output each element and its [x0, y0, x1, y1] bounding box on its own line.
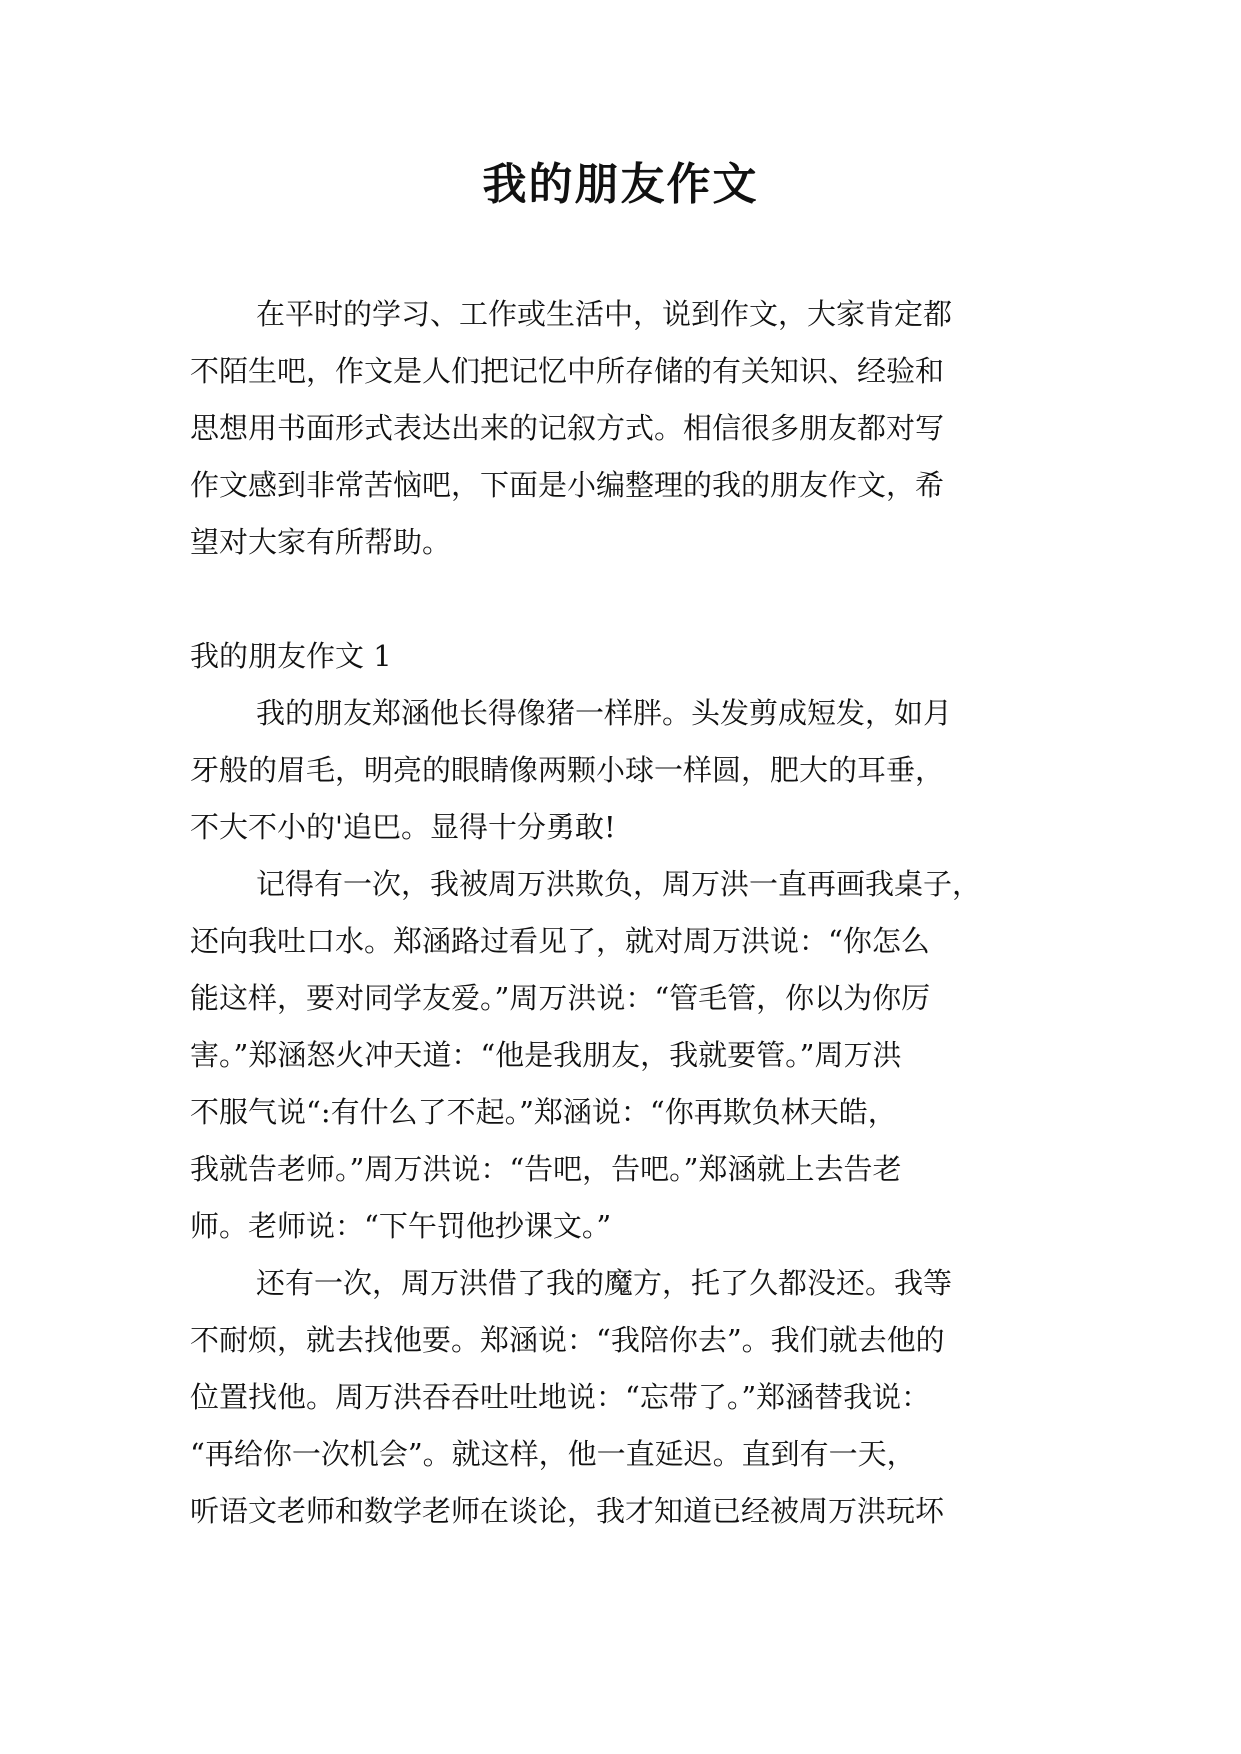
text-line: 在平时的学习、工作或生活中，说到作文，大家肯定都: [256, 297, 953, 331]
paragraph-gap: [190, 571, 1056, 628]
text-line: 不服气说“:有什么了不起。”郑涵说：“你再欺负林天皓，: [190, 1095, 897, 1129]
text-line: 望对大家有所帮助。: [190, 525, 452, 559]
text-line: 牙般的眉毛，明亮的眼睛像两颗小球一样圆，肥大的耳垂，: [190, 753, 945, 787]
text-line: 能这样，要对同学友爱。”周万洪说：“管毛管，你以为你厉: [190, 981, 931, 1015]
text-line: 不大不小的'追巴。显得十分勇敢!: [190, 810, 616, 844]
document-title: 我的朋友作文: [482, 159, 759, 210]
text-line: “再给你一次机会”。就这样，他一直延迟。直到有一天，: [190, 1437, 916, 1471]
text-line: 害。”郑涵怒火冲天道：“他是我朋友，我就要管。”周万洪: [190, 1038, 902, 1072]
intro-paragraph: [190, 286, 1056, 571]
text-line: 位置找他。周万洪吞吞吐吐地说：“忘带了。”郑涵替我说：: [190, 1380, 931, 1414]
paragraph-3: [190, 1255, 1056, 1540]
document-body: [190, 286, 1056, 1540]
text-line: 师。老师说：“下午罚他抄课文。”: [190, 1209, 612, 1243]
paragraph-1: [190, 685, 1056, 856]
text-line: 不陌生吧，作文是人们把记忆中所存储的有关知识、经验和: [190, 354, 945, 388]
text-line: 不耐烦，就去找他要。郑涵说：“我陪你去”。我们就去他的: [190, 1323, 945, 1357]
text-line: 思想用书面形式表达出来的记叙方式。相信很多朋友都对写: [190, 411, 945, 445]
text-line: 还向我吐口水。郑涵路过看见了，就对周万洪说：“你怎么: [190, 924, 930, 958]
text-line: 听语文老师和数学老师在谈论，我才知道已经被周万洪玩坏: [190, 1494, 945, 1528]
paragraph-2: [190, 856, 1056, 1255]
text-line: 还有一次，周万洪借了我的魔方，托了久都没还。我等: [256, 1266, 953, 1300]
text-line: 作文感到非常苦恼吧，下面是小编整理的我的朋友作文，希: [190, 468, 945, 502]
text-line: 记得有一次，我被周万洪欺负，周万洪一直再画我桌子，: [256, 867, 982, 901]
text-line: 我的朋友郑涵他长得像猪一样胖。头发剪成短发，如月: [256, 696, 953, 730]
section-heading: 我的朋友作文 1: [190, 639, 392, 673]
text-line: 我就告老师。”周万洪说：“告吧，告吧。”郑涵就上去告老: [190, 1152, 902, 1186]
